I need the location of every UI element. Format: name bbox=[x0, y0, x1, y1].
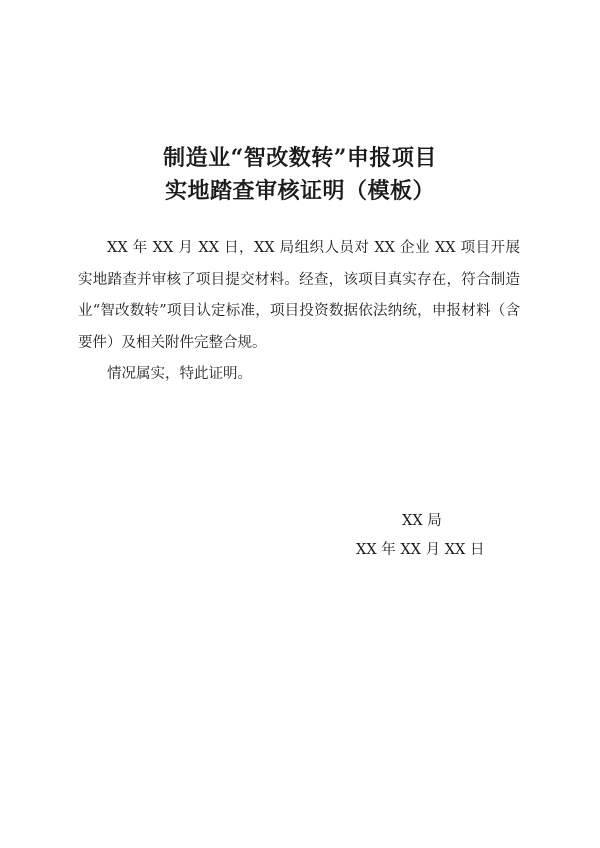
body-paragraph-2: 情况属实，特此证明。 bbox=[107, 366, 252, 382]
document-title-line-1: 制造业“智改数转”申报项目 bbox=[163, 145, 437, 171]
signature-date: XX 年 XX 月 XX 日 bbox=[356, 542, 485, 558]
signature-organization: XX 局 bbox=[402, 513, 442, 529]
body-paragraph-1: XX 年 XX 月 XX 日，XX 局组织人员对 XX 企业 XX 项目开展实地踏查并审核了项目提交材料。经查，该项目真实存在，符合制造业“智改数转”项目认定标准，项目投资数据依法纳统，申报材料（含要件）及相关附件完整合规。 bbox=[78, 240, 520, 351]
document-title-line-2: 实地踏查审核证明（模板） bbox=[164, 178, 435, 204]
